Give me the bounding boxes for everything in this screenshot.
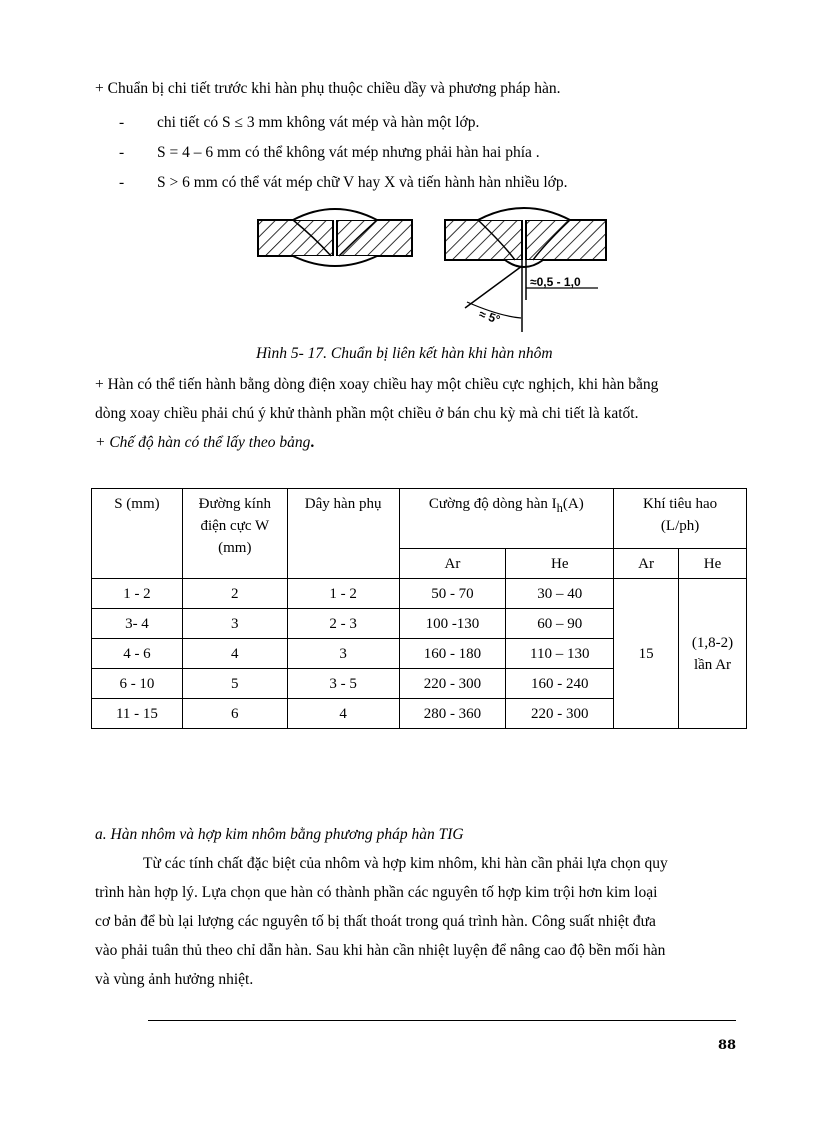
header-s: S (mm) [92, 489, 183, 579]
table-header-row [92, 489, 747, 549]
cell-current-ar: 220 - 300 [399, 669, 506, 699]
welding-parameters-table [91, 488, 747, 729]
header-gas-consumption [614, 489, 747, 549]
para1-line2: dòng xoay chiều phải chú ý khử thành phần một chiều ở bán chu kỳ mà chi tiết là katốt. [95, 405, 639, 422]
header-current-unit: (A) [562, 496, 584, 512]
cell-gas-ar: 15 [614, 579, 679, 729]
cell-current-he: 60 – 90 [506, 609, 614, 639]
cell-filler: 4 [287, 699, 399, 729]
cell-s: 3- 4 [92, 609, 183, 639]
cell-filler: 2 - 3 [287, 609, 399, 639]
para1-line3-period: . [310, 434, 315, 451]
intro-heading: + Chuẩn bị chi tiết trước khi hàn phụ thuộc chiều dầy và phương pháp hàn. [95, 80, 561, 97]
header-current-text: Cường độ dòng hàn I [428, 496, 557, 512]
bullet-2 [119, 144, 540, 162]
cell-gas-he [679, 579, 747, 729]
subheader-gas-he: He [679, 549, 747, 579]
cell-current-ar: 160 - 180 [399, 639, 506, 669]
square-butt-joint [258, 209, 412, 266]
header-gas-line1: Khí tiêu hao [642, 496, 718, 512]
bullet-text: chi tiết có S ≤ 3 mm không vát mép và hàn một lớp. [157, 114, 480, 131]
cell-diameter: 5 [182, 669, 287, 699]
section-a-line4: vào phải tuân thủ theo chỉ dẫn hàn. Sau khi hàn cần nhiệt luyện để nâng cao độ bền mối hàn [95, 942, 666, 959]
header-filler-wire: Dây hàn phụ [287, 489, 399, 579]
cell-current-ar: 280 - 360 [399, 699, 506, 729]
subheader-ar: Ar [399, 549, 506, 579]
header-current-sub: h [556, 501, 563, 515]
cell-s: 1 - 2 [92, 579, 183, 609]
para1-line1: + Hàn có thể tiến hành bằng dòng điện xoay chiều hay một chiều cực nghịch, khi hàn bằng [95, 376, 659, 393]
table-row [92, 579, 747, 609]
weld-joint-figure [253, 204, 613, 334]
header-gas-line2: (L/ph) [660, 518, 700, 534]
header-current [399, 489, 614, 549]
angle-label: ≈ 5° [477, 306, 502, 327]
cell-current-ar: 100 -130 [399, 609, 506, 639]
bullet-text: S = 4 – 6 mm có thể không vát mép nhưng phải hàn hai phía . [157, 144, 540, 161]
header-diam-line1: Đường kính [198, 496, 271, 512]
cell-current-ar: 50 - 70 [399, 579, 506, 609]
section-a-heading: a. Hàn nhôm và hợp kim nhôm bằng phương pháp hàn TIG [95, 826, 464, 843]
cell-diameter: 6 [182, 699, 287, 729]
para1-line3-text: + Chế độ hàn có thể lấy theo bảng [95, 434, 311, 451]
cell-s: 11 - 15 [92, 699, 183, 729]
gap-label: ≈0,5 - 1,0 [530, 275, 581, 289]
cell-s: 6 - 10 [92, 669, 183, 699]
cell-gas-he-line2: lần Ar [693, 657, 732, 673]
section-a-line2: trình hàn hợp lý. Lựa chọn que hàn có thành phần các nguyên tố hợp kim trội hơn kim loại [95, 884, 658, 901]
bullet-marker: - [119, 174, 125, 191]
cell-diameter: 3 [182, 609, 287, 639]
footer-rule [148, 1020, 736, 1021]
header-diam-line2: điện cực W [200, 518, 270, 534]
single-side-joint [445, 208, 606, 332]
cell-filler: 1 - 2 [287, 579, 399, 609]
bullet-1 [119, 114, 479, 132]
cell-s: 4 - 6 [92, 639, 183, 669]
cell-gas-he-line1: (1,8-2) [691, 635, 734, 651]
bullet-text: S > 6 mm có thể vát mép chữ V hay X và tiến hành hàn nhiều lớp. [157, 174, 568, 191]
bullet-marker: - [119, 144, 125, 161]
page-number: 88 [718, 1038, 737, 1053]
subheader-gas-ar: Ar [614, 549, 679, 579]
cell-current-he: 110 – 130 [506, 639, 614, 669]
subheader-he: He [506, 549, 614, 579]
section-a-line3: cơ bản để bù lại lượng các nguyên tố bị thất thoát trong quá trình hàn. Công suất nhiệt đưa [95, 913, 656, 930]
cell-filler: 3 [287, 639, 399, 669]
cell-current-he: 30 – 40 [506, 579, 614, 609]
cell-filler: 3 - 5 [287, 669, 399, 699]
para1-line3 [95, 434, 314, 452]
section-a-line1: Từ các tính chất đặc biệt của nhôm và hợp kim nhôm, khi hàn cần phải lựa chọn quy [143, 855, 668, 872]
header-electrode-diameter [182, 489, 287, 579]
header-diam-line3: (mm) [218, 540, 252, 556]
cell-diameter: 4 [182, 639, 287, 669]
bullet-marker: - [119, 114, 125, 131]
cell-current-he: 160 - 240 [506, 669, 614, 699]
bullet-3 [119, 174, 567, 192]
cell-current-he: 220 - 300 [506, 699, 614, 729]
figure-caption: Hình 5- 17. Chuẩn bị liên kết hàn khi hàn nhôm [256, 345, 553, 362]
section-a-line5: và vùng ảnh hưởng nhiệt. [95, 971, 254, 988]
cell-diameter: 2 [182, 579, 287, 609]
